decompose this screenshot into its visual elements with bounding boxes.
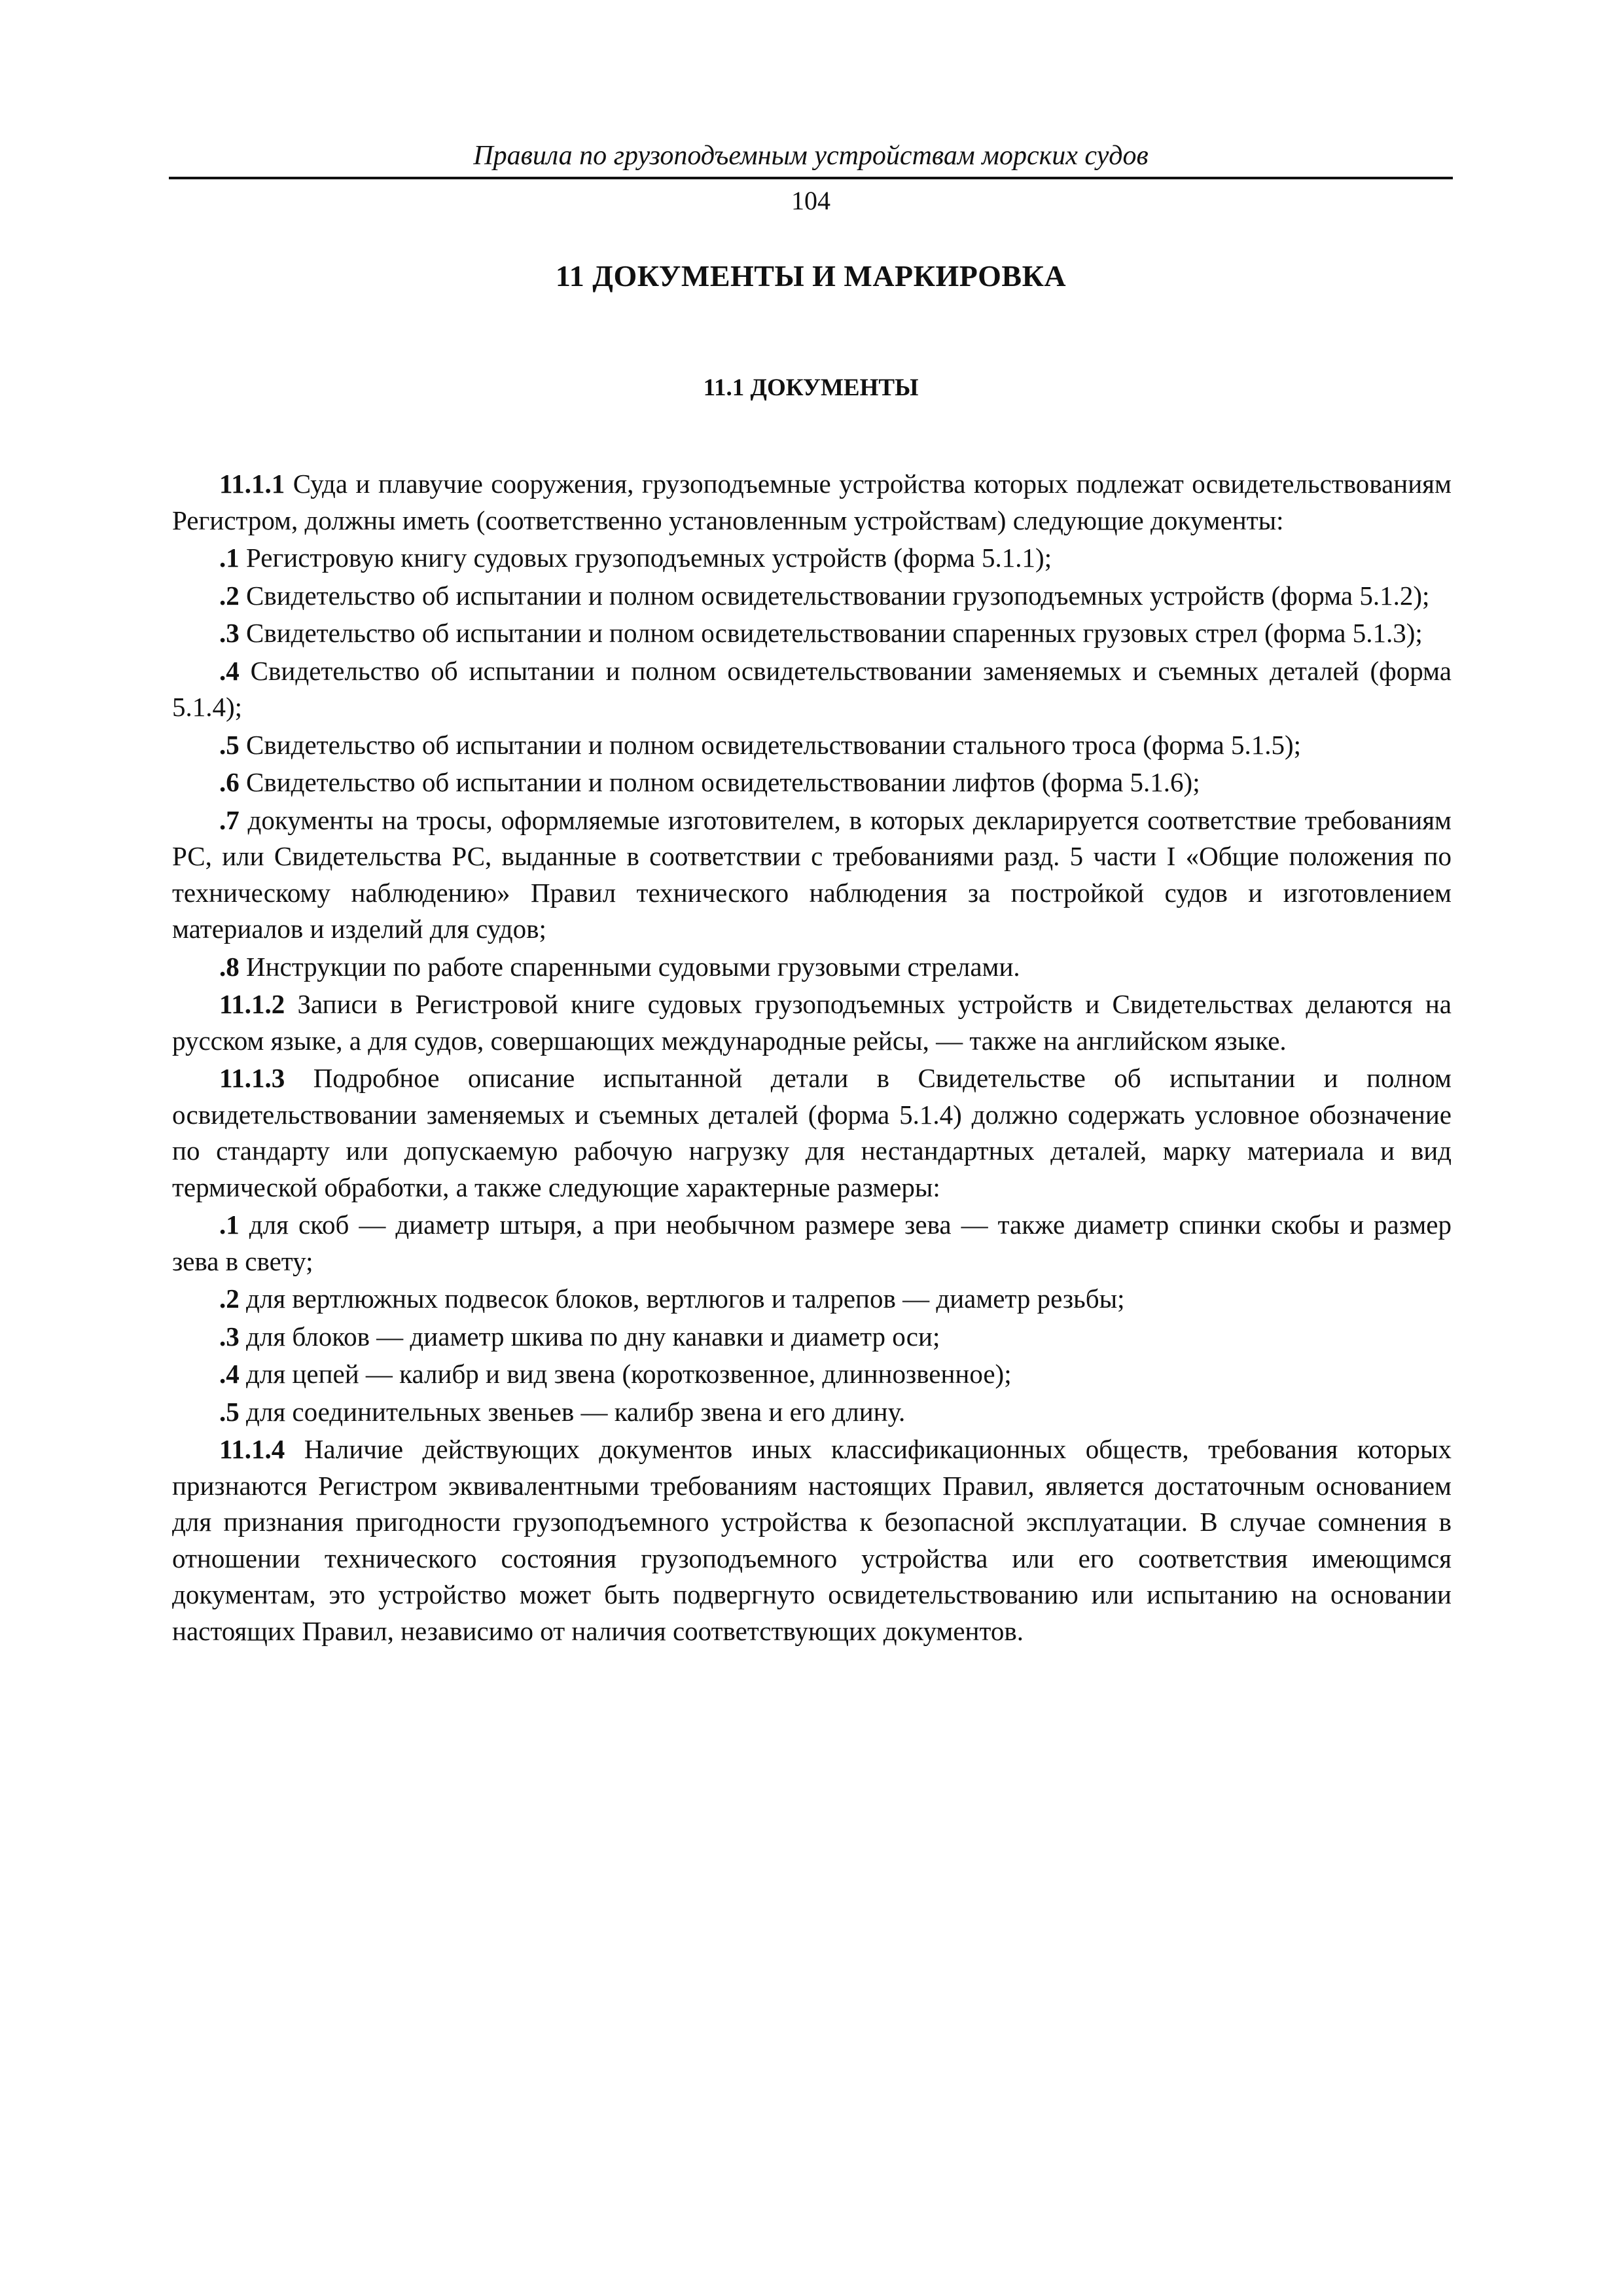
item-text: Свидетельство об испытании и полном освидетельствовании заменяемых и съемных деталей (форма 5.1.4);: [172, 655, 1452, 722]
item-number: .1: [219, 1210, 240, 1240]
chapter-title: 11 ДОКУМЕНТЫ И МАРКИРОВКА: [555, 259, 1067, 293]
page-number: 104: [791, 186, 830, 215]
paragraph-text: Подробное описание испытанной детали в Свидетельстве об испытании и полном освидетельствовании заменяемых и съемных деталей (форма 5.1.4) должно содержать условное обозначение по стандарту или допускаемую рабочую нагрузку для нестандартных деталей, марку материала и вид термической обработки, а также следующие характерные размеры:: [172, 1063, 1452, 1202]
item-text: Свидетельство об испытании и полном освидетельствовании грузоподъемных устройств (форма 5.1.2);: [239, 580, 1430, 611]
item-text: для соединительных звеньев — калибр звена и его длину.: [239, 1396, 906, 1427]
paragraph-11-1-4: [172, 1431, 1452, 1649]
item-number: .5: [219, 1396, 240, 1427]
item-text: Свидетельство об испытании и полном освидетельствовании стального троса (форма 5.1.5);: [239, 729, 1302, 760]
item-text: документы на тросы, оформляемые изготовителем, в которых декларируется соответствие требованиям РС, или Свидетельства РС, выданные в соответствии с требованиями разд. 5 части I «Общие положения по техническому наблюдению» Правил технического наблюдения за постройкой судов и изготовлением материалов и изделий для судов;: [172, 804, 1452, 944]
paragraph-text: Суда и плавучие сооружения, грузоподъемные устройства которых подлежат освидетельствованиям Регистром, должны иметь (соответственно установленным устройствам) следующие документы:: [172, 469, 1452, 535]
list-item: [172, 540, 1452, 577]
paragraph-text: Наличие действующих документов иных классификационных обществ, требования которых признаются Регистром эквивалентными требованиям настоящих Правил, является достаточным основанием для признания пригодности грузоподъемного устройства к безопасной эксплуатации. В случае сомнения в отношении технического состояния грузоподъемного устройства или его соответствия имеющимся документам, это устройство может быть подвергнуто освидетельствованию или испытанию на основании настоящих Правил, независимо от наличия соответствующих документов.: [172, 1434, 1452, 1646]
paragraph-11-1-1: [172, 466, 1452, 539]
item-number: .3: [219, 1321, 240, 1352]
item-number: .6: [219, 767, 240, 797]
item-text: для блоков — диаметр шкива по дну канавки и диаметр оси;: [239, 1321, 940, 1352]
list-item: [172, 653, 1452, 726]
paragraph-number: 11.1.1: [219, 469, 285, 499]
item-number: .7: [219, 804, 240, 835]
item-text: Инструкции по работе спаренными судовыми грузовыми стрелами.: [239, 951, 1020, 982]
paragraph-number: 11.1.2: [219, 989, 285, 1019]
item-text: Свидетельство об испытании и полном освидетельствовании спаренных грузовых стрел (форма 5.1.3);: [239, 618, 1423, 648]
list-item: [172, 1207, 1452, 1280]
list-item: [172, 727, 1452, 764]
list-item: [172, 1319, 1452, 1355]
list-item: [172, 578, 1452, 615]
paragraph-11-1-3: [172, 1060, 1452, 1206]
item-number: .4: [219, 655, 240, 686]
list-item: [172, 802, 1452, 948]
list-item: [172, 615, 1452, 652]
header-rule: [169, 177, 1453, 179]
item-text: Регистровую книгу судовых грузоподъемных устройств (форма 5.1.1);: [239, 543, 1052, 573]
section-title: 11.1 ДОКУМЕНТЫ: [703, 374, 919, 401]
item-text: для вертлюжных подвесок блоков, вертлюгов и талрепов — диаметр резьбы;: [239, 1283, 1125, 1314]
item-text: для цепей — калибр и вид звена (короткозвенное, длиннозвенное);: [239, 1359, 1012, 1389]
running-header: Правила по грузоподъемным устройствам морских судов: [473, 141, 1149, 171]
list-item: [172, 1281, 1452, 1318]
list-item: [172, 949, 1452, 986]
list-item: [172, 764, 1452, 801]
item-number: .3: [219, 618, 240, 648]
item-number: .5: [219, 729, 240, 760]
item-number: .1: [219, 543, 240, 573]
list-item: [172, 1394, 1452, 1431]
paragraph-number: 11.1.3: [219, 1063, 285, 1093]
item-number: .2: [219, 580, 240, 611]
paragraph-11-1-2: [172, 986, 1452, 1059]
item-text: Свидетельство об испытании и полном освидетельствовании лифтов (форма 5.1.6);: [239, 767, 1200, 797]
paragraph-number: 11.1.4: [219, 1434, 285, 1464]
paragraph-text: Записи в Регистровой книге судовых грузоподъемных устройств и Свидетельствах делаются на русском языке, а для судов, совершающих международные рейсы, — также на английском языке.: [172, 989, 1452, 1056]
item-text: для скоб — диаметр штыря, а при необычном размере зева — также диаметр спинки скобы и размер зева в свету;: [172, 1210, 1452, 1276]
body-text: [172, 466, 1452, 1649]
item-number: .2: [219, 1283, 240, 1314]
item-number: .4: [219, 1359, 240, 1389]
item-number: .8: [219, 951, 240, 982]
list-item: [172, 1356, 1452, 1393]
